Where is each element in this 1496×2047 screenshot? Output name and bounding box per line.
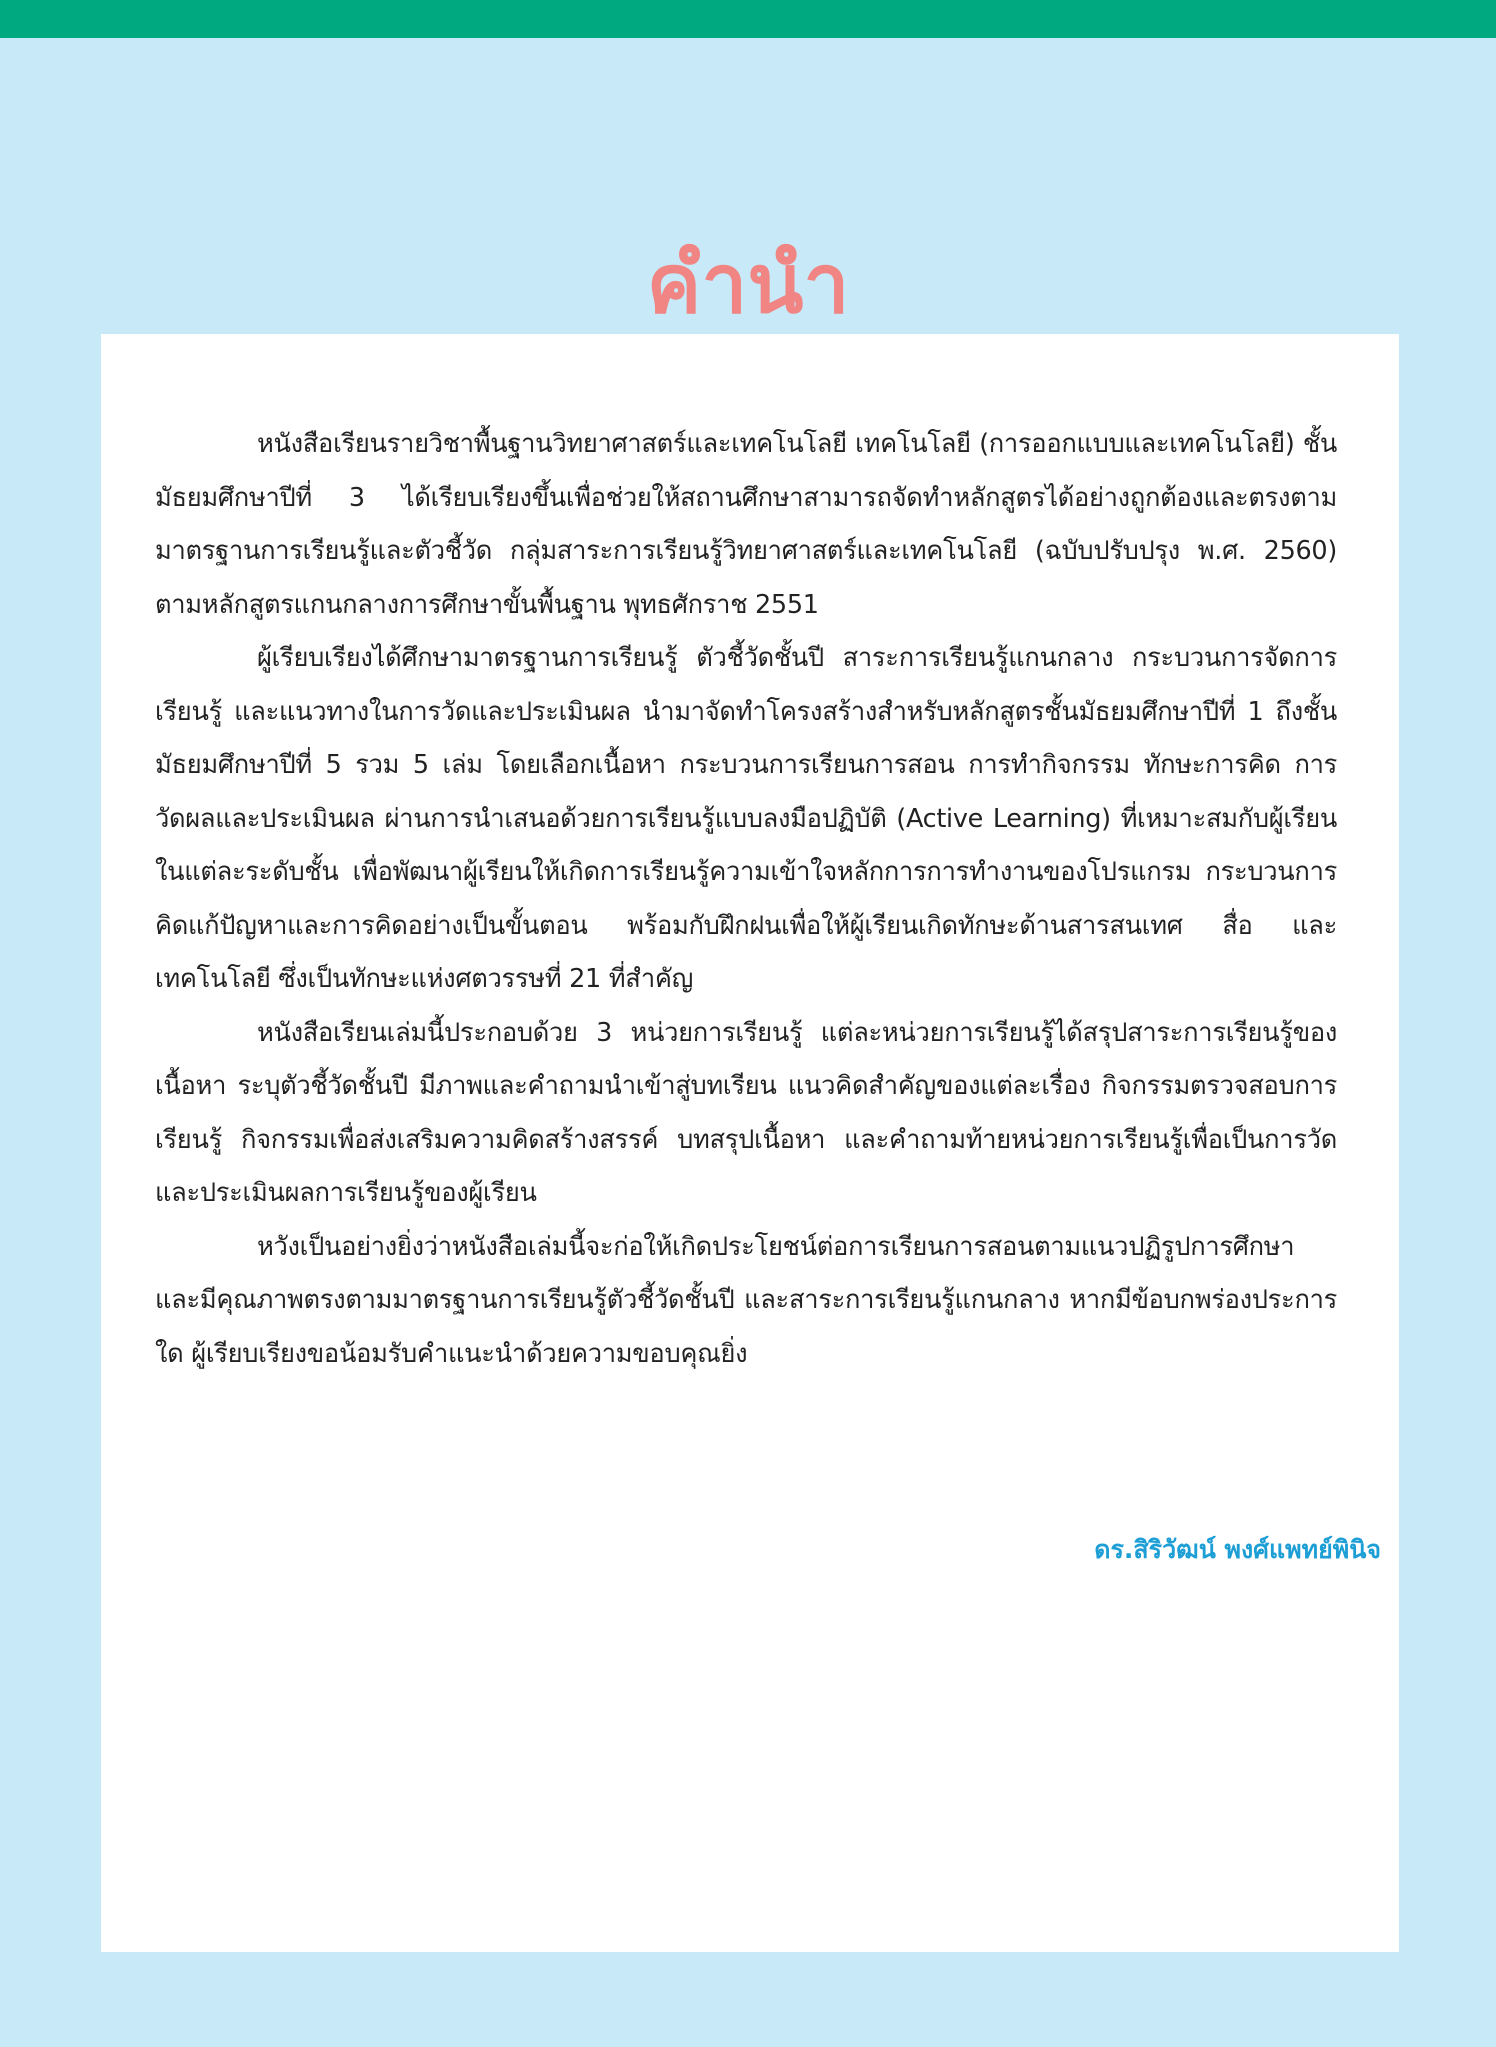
preface-paragraph-4: หวังเป็นอย่างยิ่งว่าหนังสือเล่มนี้จะก่อให้เกิดประโยชน์ต่อการเรียนการสอนตามแนวปฏิรูปการศึกษา และมีคุณภาพตรงตามมาตรฐานการเรียนรู้ตัวชี้วัดชั้นปี และสาระการเรียนรู้แกนกลาง หากมีข้อบกพร่องประการใด ผู้เรียบเรียงขอน้อมรับคำแนะนำด้วยความขอบคุณยิ่ง xyxy=(155,1231,1337,1369)
content-card xyxy=(101,334,1399,1952)
author-signature: ดร.สิริวัฒน์ พงศ์แพทย์พินิจ xyxy=(1094,1535,1381,1564)
preface-paragraph-3: หนังสือเรียนเล่มนี้ประกอบด้วย 3 หน่วยการเรียนรู้ แต่ละหน่วยการเรียนรู้ได้สรุปสาระการเรียนรู้ของเนื้อหา ระบุตัวชี้วัดชั้นปี มีภาพและคำถามนำเข้าสู่บทเรียน แนวคิดสำคัญของแต่ละเรื่อง กิจกรรมตรวจสอบการเรียนรู้ กิจกรรมเพื่อส่งเสริมความคิดสร้างสรรค์ บทสรุปเนื้อหา และคำถามท้ายหน่วยการเรียนรู้เพื่อเป็นการวัดและประเมินผลการเรียนรู้ของผู้เรียน xyxy=(155,1017,1337,1208)
page-title: คำนำ xyxy=(646,237,850,332)
preface-paragraph-1: หนังสือเรียนรายวิชาพื้นฐานวิทยาศาสตร์และเทคโนโลยี เทคโนโลยี (การออกแบบและเทคโนโลยี) ชั้นมัธยมศึกษาปีที่ 3 ได้เรียบเรียงขึ้นเพื่อช่วยให้สถานศึกษาสามารถจัดทำหลักสูตรได้อย่างถูกต้องและตรงตามมาตรฐานการเรียนรู้และตัวชี้วัด กลุ่มสาระการเรียนรู้วิทยาศาสตร์และเทคโนโลยี (ฉบับปรับปรุง พ.ศ. 2560) ตามหลักสูตรแกนกลางการศึกษาขั้นพื้นฐาน พุทธศักราช 2551 xyxy=(155,429,1337,620)
preface-paragraph-2: ผู้เรียบเรียงได้ศึกษามาตรฐานการเรียนรู้ ตัวชี้วัดชั้นปี สาระการเรียนรู้แกนกลาง กระบวนการจัดการเรียนรู้ และแนวทางในการวัดและประเมินผล นำมาจัดทำโครงสร้างสำหรับหลักสูตรชั้นมัธยมศึกษาปีที่ 1 ถึงชั้นมัธยมศึกษาปีที่ 5 รวม 5 เล่ม โดยเลือกเนื้อหา กระบวนการเรียนการสอน การทำกิจกรรม ทักษะการคิด การวัดผลและประเมินผล ผ่านการนำเสนอด้วยการเรียนรู้แบบลงมือปฏิบัติ (Active Learning) ที่เหมาะสมกับผู้เรียนในแต่ละระดับชั้น เพื่อพัฒนาผู้เรียนให้เกิดการเรียนรู้ความเข้าใจหลักการการทำงานของโปรแกรม กระบวนการคิดแก้ปัญหาและการคิดอย่างเป็นขั้นตอน พร้อมกับฝึกฝนเพื่อให้ผู้เรียนเกิดทักษะด้านสารสนเทศ สื่อ และเทคโนโลยี ซึ่งเป็นทักษะแห่งศตวรรษที่ 21 ที่สำคัญ xyxy=(155,643,1337,994)
preface-body xyxy=(155,418,1337,1381)
top-color-bar xyxy=(0,0,1496,38)
